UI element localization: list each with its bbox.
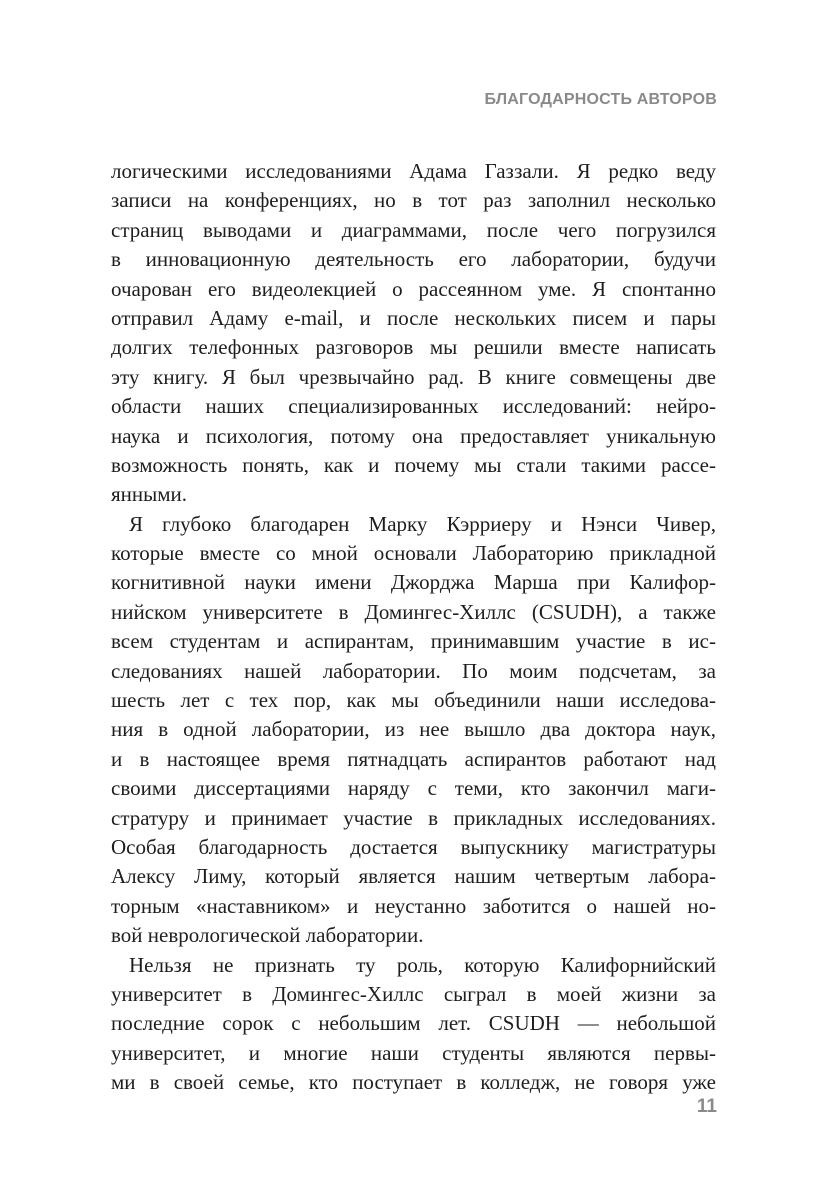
text-line: университет, и многие наши студенты являются первы- [111, 1040, 716, 1065]
text-line: логическими исследованиями Адама Газзали. Я редко веду [111, 159, 716, 183]
text-line: записи на конференциях, но в тот раз заполнил несколько [111, 188, 716, 213]
text-line: области наших специализированных исследований: нейро- [111, 394, 716, 419]
text-line: которые вместе со мной основали Лабораторию прикладной [111, 541, 716, 566]
text-line: отправил Адаму e-mail, и после нескольких писем и пары [111, 305, 716, 330]
text-line: торным «наставником» и неустанно заботится о нашей но- [111, 893, 716, 918]
running-header: БЛАГОДАРНОСТЬ АВТОРОВ [484, 91, 717, 108]
text-line: очарован его видеолекцией о рассеянном уме. Я спонтанно [111, 276, 716, 301]
text-line: в инновационную деятельность его лаборатории, будучи [111, 247, 716, 272]
text-line: своими диссертациями наряду с теми, кто закончил маги- [111, 776, 716, 801]
text-line: следованиях нашей лаборатории. По моим подсчетам, за [111, 658, 716, 683]
text-line: ния в одной лаборатории, из нее вышло два доктора наук, [111, 717, 716, 742]
text-line: наука и психология, потому она предоставляет уникальную [111, 423, 716, 448]
text-line: вой неврологической лаборатории. [111, 923, 424, 948]
text-line: возможность понять, как и почему мы стали такими рассе- [111, 452, 716, 477]
text-line: ми в своей семье, кто поступает в колледж, не говоря уже [111, 1070, 716, 1095]
text-line: университет в Домингес-Хиллс сыграл в моей жизни за [111, 981, 716, 1006]
text-line: страниц выводами и диаграммами, после чего погрузился [111, 217, 716, 242]
text-line: долгих телефонных разговоров мы решили вместе написать [111, 335, 716, 360]
paragraph [111, 157, 716, 510]
text-line: и в настоящее время пятнадцать аспирантов работают над [111, 746, 716, 771]
text-line: Особая благодарность достается выпускнику магистратуры [111, 834, 716, 859]
paragraph [111, 951, 716, 1098]
text-line: эту книгу. Я был чрезвычайно рад. В книге совмещены две [111, 364, 716, 389]
text-line: шесть лет с тех пор, как мы объединили наши исследова- [111, 688, 716, 713]
body-text [111, 157, 716, 1098]
paragraph [111, 510, 716, 951]
text-line: янными. [111, 482, 188, 507]
text-line: нийском университете в Домингес-Хиллс (CSUDH), а также [111, 599, 716, 624]
text-line: Я глубоко благодарен Марку Кэрриеру и Нэнси Чивер, [129, 511, 716, 536]
text-line: Алексу Лиму, который является нашим четвертым лабора- [111, 864, 716, 889]
text-line: стратуру и принимает участие в прикладных исследованиях. [111, 805, 716, 830]
page-number: 11 [696, 1096, 717, 1117]
text-line: Нельзя не признать ту роль, которую Калифорнийский [129, 952, 716, 977]
text-line: всем студентам и аспирантам, принимавшим участие в ис- [111, 629, 716, 654]
text-line: когнитивной науки имени Джорджа Марша при Калифор- [111, 570, 716, 595]
text-line: последние сорок с небольшим лет. CSUDH — небольшой [111, 1011, 716, 1036]
